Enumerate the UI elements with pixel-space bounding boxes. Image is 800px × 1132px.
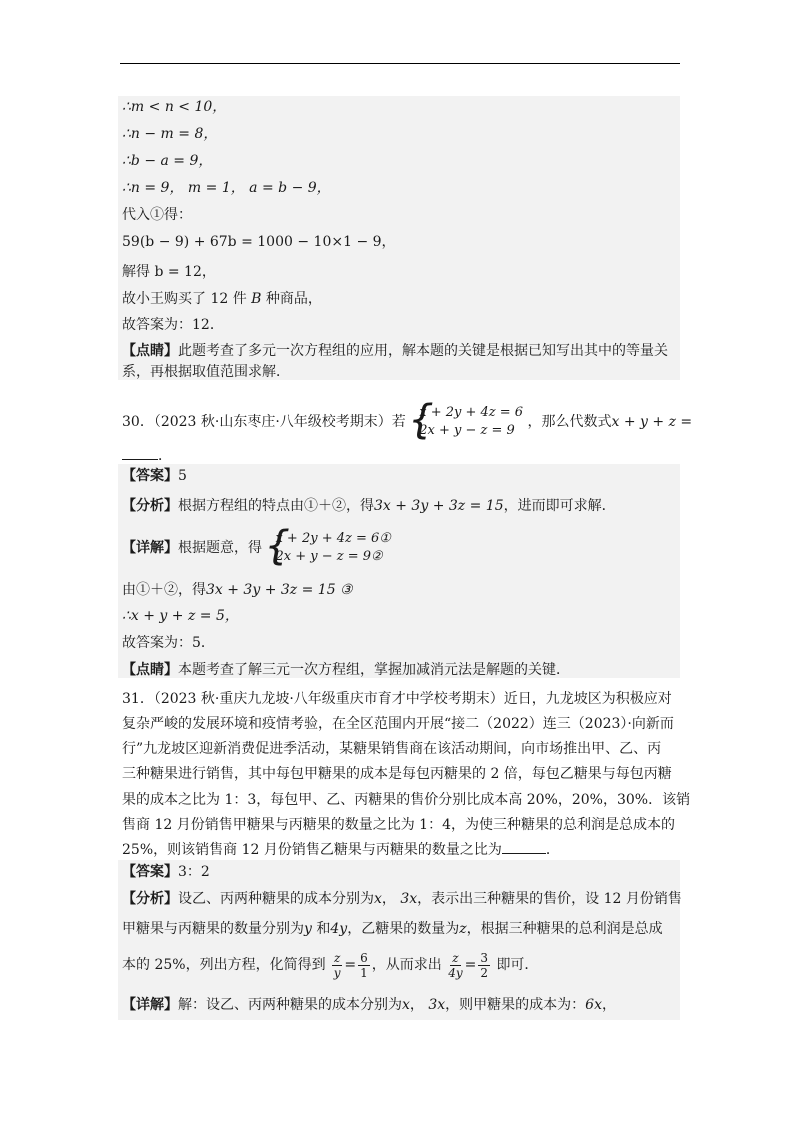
equation-system: { x + 2y + 4z = 6 2x + y − z = 9 [410, 404, 523, 440]
detail-line: 【详解】解：设乙、丙两种糖果的成本分别为x， 3x，则甲糖果的成本为：6x， [122, 997, 616, 1013]
step-line: 59(b − 9) + 67b = 1000 − 10×1 − 9， [122, 234, 396, 250]
step-line: ∴m < n < 10， [122, 99, 227, 115]
question-31-stem: 31．（2023 秋·重庆九龙坡·八年级重庆市育才中学校考期末）近日，九龙坡区为积极应对 [122, 691, 672, 707]
step-line: ∴n = 9， m = 1， a = b − 9， [122, 180, 331, 196]
answer-line: 【答案】3：2 [122, 864, 210, 880]
question-31-stem: 复杂严峻的发展环境和疫情考验，在全区范围内开展“接二（2022）连三（2023）·向新而 [122, 716, 674, 732]
question-31-stem: 售商 12 月份销售甲糖果与丙糖果的数量之比为 1：4，为使三种糖果的总利润是总成本的 [122, 817, 675, 833]
answer-blank: ． [122, 446, 172, 466]
answer-line: 【答案】5 [122, 468, 187, 484]
analysis-line: 【分析】根据方程组的特点由①＋②，得3x + 3y + 3z = 15，进而即可求解． [122, 498, 616, 514]
fraction: $\frac{z}{4y}$ [448, 950, 463, 980]
question-31-stem: 行”九龙坡区迎新消费促进季活动，某糖果销售商在该活动期间，向市场推出甲、乙、丙 [122, 741, 662, 757]
analysis-line: 【分析】设乙、丙两种糖果的成本分别为x， 3x，表示出三种糖果的售价，设 12 月份销售 [122, 891, 682, 907]
dianjing-line: 系，再根据取值范围求解． [122, 364, 290, 380]
dianjing-line: 【点睛】此题考查了多元一次方程组的应用，解本题的关键是根据已知写出其中的等量关 [122, 343, 668, 359]
step-line: 故小王购买了 12 件 B 种商品， [122, 291, 322, 307]
equation-system: { x + 2y + 4z = 6① 2x + y − z = 9② [266, 530, 390, 566]
step-line: 解得 b = 12， [122, 264, 216, 280]
dianjing-line: 【点睛】本题考查了解三元一次方程组，掌握加减消元法是解题的关键． [122, 662, 570, 678]
detail-line: 故答案为：5． [122, 635, 215, 651]
detail-line: 由①＋②，得3x + 3y + 3z = 15 ③ [122, 582, 353, 598]
step-line: ∴b − a = 9， [122, 153, 213, 169]
step-line: 代入①得： [122, 207, 192, 223]
analysis-line: 甲糖果与丙糖果的数量分别为y 和4y，乙糖果的数量为z，根据三种糖果的总利润是总成 [122, 921, 663, 937]
question-30-stem: 30．（2023 秋·山东枣庄·八年级校考期末）若 { x + 2y + 4z = 6 2x + y − z = 9 ，那么代数式x + y + z = [122, 402, 692, 442]
header-rule [120, 63, 680, 64]
fraction: $\frac{z}{y}$ [333, 950, 341, 980]
detail-line: ∴x + y + z = 5， [122, 608, 239, 624]
question-31-stem: 25%，则该销售商 12 月份销售乙糖果与丙糖果的数量之比为 ． [122, 842, 560, 858]
detail-line: 【详解】根据题意，得 { x + 2y + 4z = 6① 2x + y − z = 9② [122, 528, 391, 568]
question-31-stem: 果的成本之比为 1：3，每包甲、乙、丙糖果的售价分别比成本高 20%，20%，30%．该销 [122, 792, 691, 808]
analysis-line: 本的 25%，列出方程，化简得到 $\frac{z}{y}$ = $\frac{6}{1}$ ，从而求出 $\frac{z}{4y}$ = $\frac{3}{2}$ 即可． [122, 950, 539, 980]
question-31-stem: 三种糖果进行销售，其中每包甲糖果的成本是每包丙糖果的 2 倍，每包乙糖果与每包丙糖 [122, 766, 672, 782]
step-line: 故答案为：12． [122, 317, 224, 333]
step-line: ∴n − m = 8， [122, 126, 218, 142]
fraction: $\frac{6}{1}$ [360, 950, 368, 980]
fraction: $\frac{3}{2}$ [480, 950, 488, 980]
